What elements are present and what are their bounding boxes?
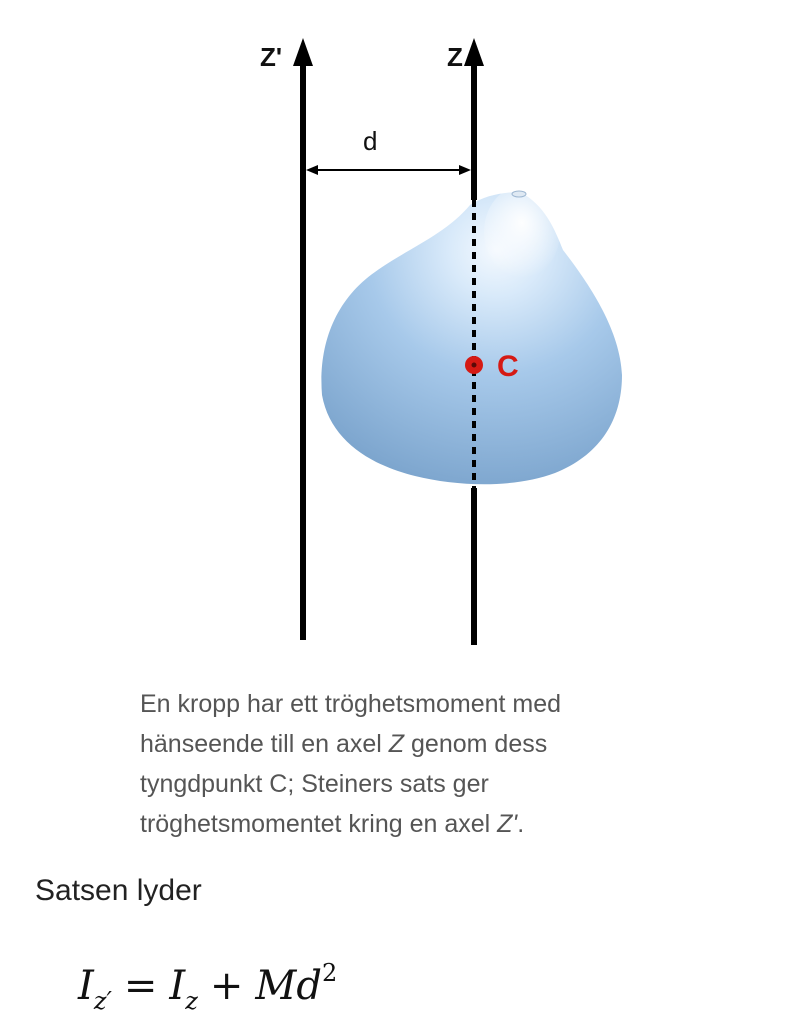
centroid-point-center [472,363,477,368]
section-heading: Satsen lyder [35,874,202,907]
figure-caption [140,684,660,844]
formula-lhs-subscript: z′ [93,987,112,1015]
caption-line-4-start: tröghetsmomentet kring en axel [140,810,498,838]
caption-line-2 [140,724,660,764]
axis-z-prime-label: Z' [260,42,283,72]
formula-equals: = [123,963,158,1009]
formula-distance: d [296,963,322,1009]
formula-lhs-symbol: I [78,963,94,1009]
distance-arrowhead-right [459,165,471,175]
caption-axis-z: Z [388,730,405,758]
caption-axis-z-prime: Z' [497,810,518,838]
body-tip [512,191,526,197]
caption-line-3: tyngdpunkt C; Steiners sats ger [140,770,489,798]
axis-z-label: Z [447,42,463,72]
caption-line-4-end: . [517,810,525,838]
caption-line-2-end: genom dess [404,730,548,758]
caption-line-4 [140,804,660,844]
rigid-body-shape [321,192,622,484]
distance-label: d [363,126,378,156]
formula-rhs-symbol: I [169,963,186,1009]
centroid-label: C [497,350,519,383]
caption-line-2-start: hänseende till en axel [140,730,389,758]
formula-mass: M [255,963,297,1009]
axis-z-arrowhead [464,38,484,66]
distance-arrowhead-left [306,165,318,175]
steiner-formula [78,945,337,1029]
body-highlight [484,186,560,278]
formula-rhs-subscript: z [185,987,198,1015]
axis-z-prime-arrowhead [293,38,313,66]
caption-line-1: En kropp har ett tröghetsmoment med [140,690,562,718]
formula-exponent: 2 [321,959,338,987]
formula-plus: + [209,963,244,1009]
